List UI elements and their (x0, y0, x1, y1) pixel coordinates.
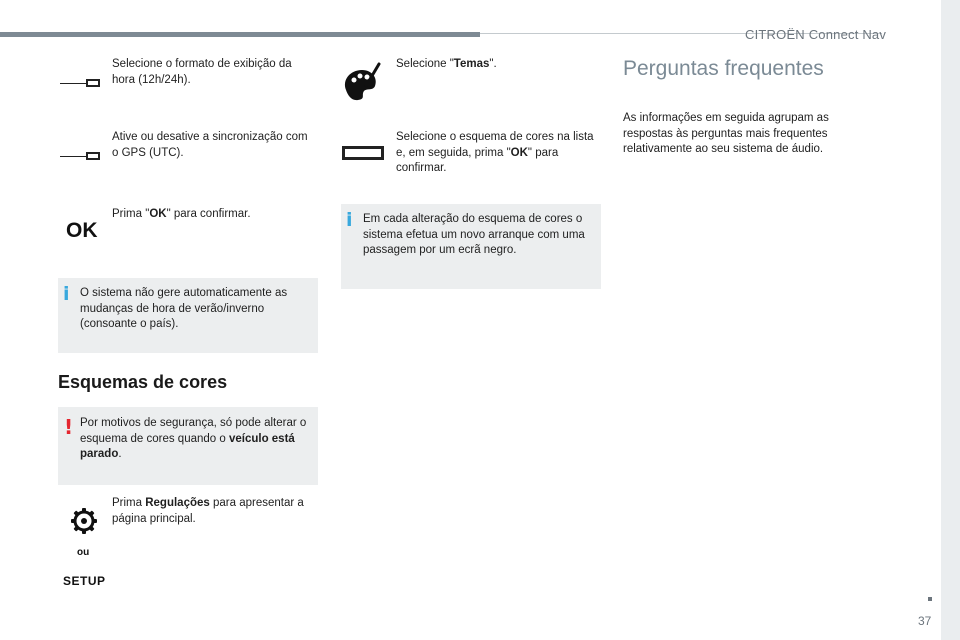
list-bar-icon (342, 146, 384, 160)
setup-button-label: SETUP (63, 574, 106, 588)
page-number: 37 (918, 614, 932, 628)
section-title-color-schemes: Esquemas de cores (58, 372, 228, 392)
info-restart-text: Em cada alteração do esquema de cores o sistema efetua um novo arranque com uma passagem por um ecrã negro. (363, 213, 585, 256)
step-select-scheme: Selecione o esquema de cores na lista e, em seguida, prima "OK" para confirmar. (396, 131, 594, 174)
info-icon: i (63, 283, 70, 305)
faq-intro-text: As informações em seguida agrupam as respostas às perguntas mais frequentes relativamente ao seu sistema de áudio. (623, 112, 829, 155)
step-confirm: Prima "OK" para confirmar. (112, 208, 251, 220)
page-marker (928, 597, 932, 601)
info-box-dst (58, 278, 318, 353)
side-strip (941, 0, 960, 640)
section-title-faq: Perguntas frequentes (623, 57, 824, 80)
or-label: ou (77, 547, 90, 558)
info-box-restart (341, 204, 601, 289)
warning-box-safety (58, 407, 318, 485)
info-icon: i (346, 209, 353, 231)
gear-icon (70, 507, 98, 535)
page-header-title: CITROËN Connect Nav (745, 27, 887, 42)
step-time-format: Selecione o formato de exibição da hora (12h/24h). (112, 58, 292, 86)
ok-icon: OK (66, 219, 98, 242)
header-rule (0, 32, 480, 37)
step-gps-sync: Ative ou desative a sincronização com o GPS (UTC). (112, 131, 308, 159)
slider-line-icon (60, 78, 100, 88)
step-select-themes: Selecione "Temas". (396, 58, 497, 70)
step-open-settings: Prima Regulações para apresentar a página principal. (112, 497, 304, 525)
warning-safety-text: Por motivos de segurança, só pode alterar o esquema de cores quando o veículo está parado. (80, 417, 307, 460)
info-dst-text: O sistema não gere automaticamente as mudanças de hora de verão/inverno (consoante o país). (80, 287, 288, 330)
warning-icon: ! (64, 415, 74, 439)
slider-line-icon (60, 151, 100, 161)
palette-icon (340, 60, 382, 102)
